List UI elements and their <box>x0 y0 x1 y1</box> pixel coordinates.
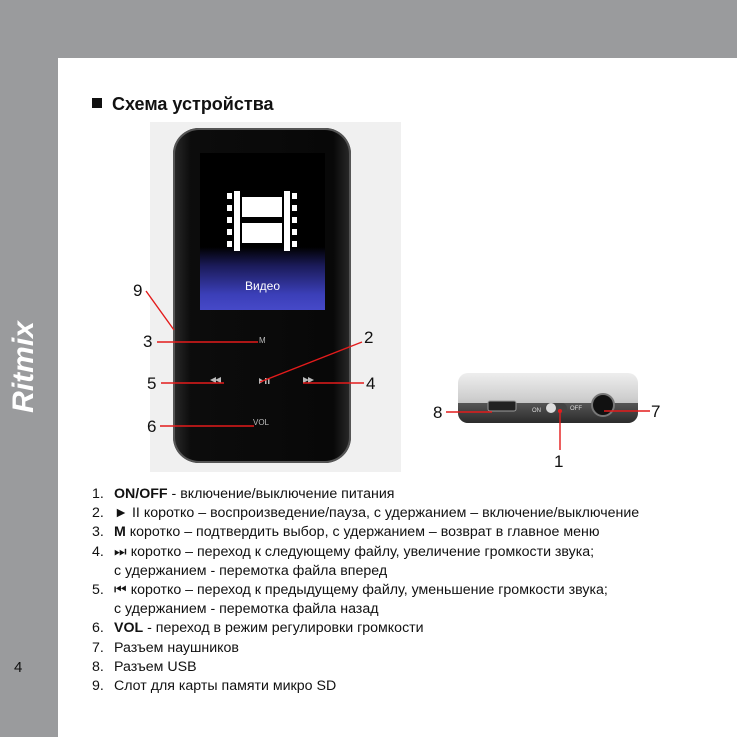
brand-logo: Ritmix <box>6 321 40 413</box>
screen-label: Видео <box>244 279 281 293</box>
list-item: 3. M коротко – подтвердить выбор, с удержанием – возврат в главное меню <box>92 524 600 541</box>
button-m-label: M <box>259 336 266 345</box>
callout-8: 8 <box>433 403 443 422</box>
callout-2: 2 <box>364 328 374 347</box>
list-item-continuation: с удержанием - перемотка файла вперед <box>114 562 388 579</box>
switch-off-label: OFF <box>570 406 582 412</box>
legend-list <box>92 485 712 696</box>
callout-1: 1 <box>554 452 564 471</box>
callout-6: 6 <box>147 417 157 436</box>
headphone-jack-icon <box>592 394 614 416</box>
list-item-continuation: с удержанием - перемотка файла назад <box>114 601 379 618</box>
callout-5: 5 <box>147 374 157 393</box>
list-item: 2. ► II коротко – воспроизведение/пауза, с удержанием – включение/выключение <box>92 505 640 522</box>
play-pause-icon: ► II <box>114 505 140 522</box>
list-item: 8. Разъем USB <box>92 658 197 675</box>
callout-3: 3 <box>143 332 153 351</box>
list-item: 5. ⏮ коротко – переход к предыдущему файлу, уменьшение громкости звука; <box>92 582 608 599</box>
usb-port-icon <box>488 401 516 411</box>
next-track-icon: ⏭ <box>114 543 127 560</box>
prev-track-icon: ⏮ <box>114 582 127 599</box>
list-item: 7. Разъем наушников <box>92 639 239 656</box>
button-vol-label: VOL <box>253 418 270 427</box>
list-item: 4. ⏭ коротко – переход к следующему файлу, увеличение громкости звука; <box>92 543 595 560</box>
page-number: 4 <box>14 659 23 676</box>
list-item: 1. ON/OFF - включение/выключение питания <box>92 486 395 502</box>
switch-on-label: ON <box>532 408 541 414</box>
callout-4: 4 <box>366 374 376 393</box>
callout-7: 7 <box>651 402 661 421</box>
section-title-text: Схема устройства <box>112 94 274 114</box>
list-item: 9. Слот для карты памяти микро SD <box>92 678 337 695</box>
callout-9: 9 <box>133 281 143 300</box>
list-item: 6. VOL - переход в режим регулировки громкости <box>92 620 424 637</box>
